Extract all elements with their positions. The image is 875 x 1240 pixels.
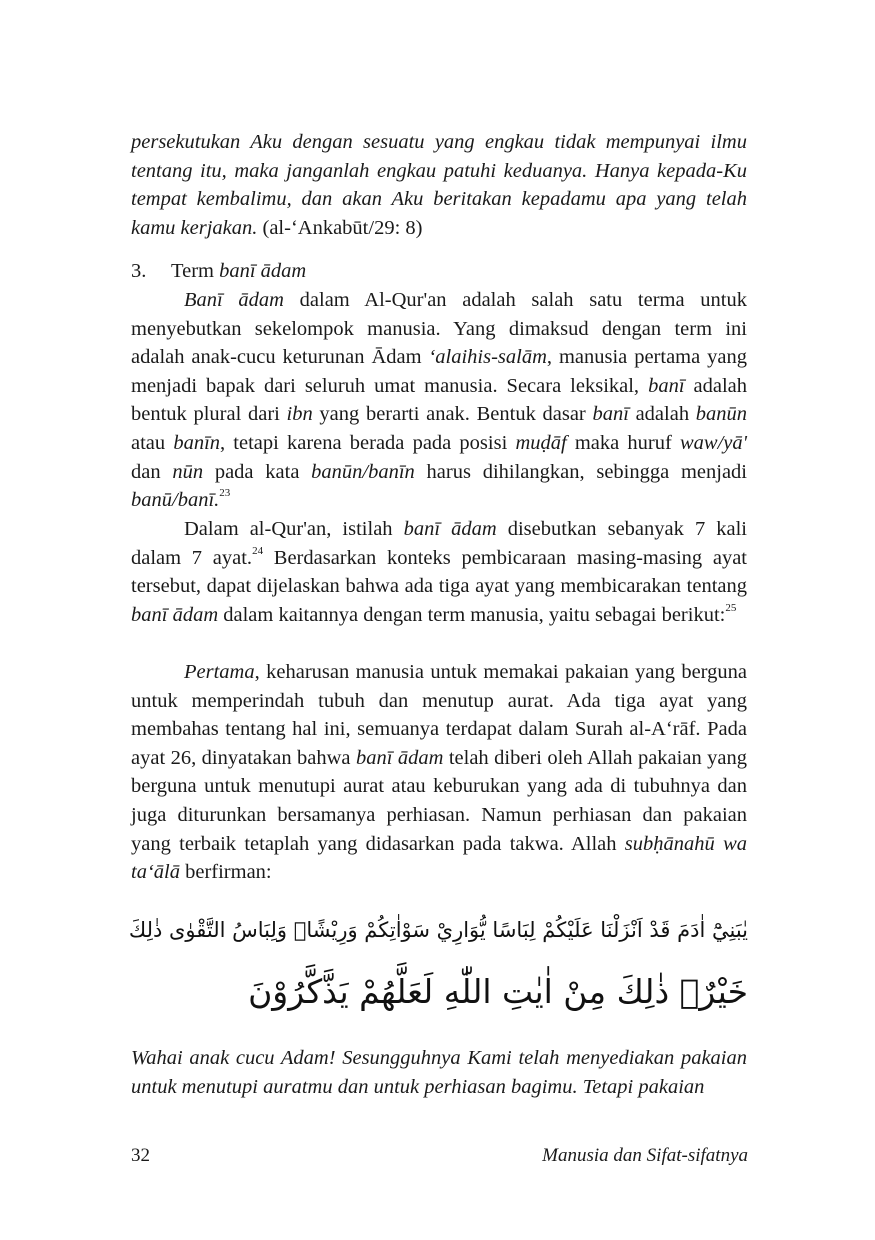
text-span: , tetapi karena berada pada posisi [220,431,516,454]
term-bani: banī [648,374,685,397]
term-nun: nūn [172,460,204,483]
text-span: dalam kaitannya dengan term manusia, yaitu sebagai berikut: [218,603,726,626]
term-bani: banī [592,403,629,426]
footnote-marker[interactable]: 24 [252,544,264,557]
term-alaihis-salam: ‘alaihis-salām [428,346,547,369]
quote-reference: (al-‘Ankabūt/29: 8) [262,216,423,239]
text-span: pada kata [203,460,312,483]
term-pertama: Pertama [184,661,255,683]
paragraph-1 [131,286,747,515]
text-span: dalam Al-Qur'an adalah salah satu terma untuk menyebutkan sekelompok manusia. Yang dimaksud dengan term ini adalah anak-cucu keturunan Ādam [131,289,747,369]
text-span: adalah bentuk plural dari [131,374,747,426]
text-span: atau [131,431,174,454]
term-ibn: ibn [286,403,313,426]
text-span: Berdasarkan konteks pembicaraan masing-masing ayat tersebut, dapat dijelaskan bahwa ada tiga ayat yang membicarakan tentang [131,546,748,598]
section-number: 3. [131,260,147,282]
text-span: yang berarti anak. Bentuk dasar [312,403,593,426]
term-bani-adam: Banī ādam [184,289,284,311]
term-bani-adam: banī ādam [355,746,444,769]
paragraph-2 [131,515,747,629]
arabic-verse-line-1: يٰبَنِيْٓ اٰدَمَ قَدْ اَنْزَلْنَا عَلَيْكُمْ لِبَاسًا يُّوَارِيْ سَوْاٰتِكُمْ وَرِيْشًاۗ وَلِبَاسُ التَّقْوٰى ذٰلِكَ [128,918,748,942]
paragraph-3 [131,658,747,887]
term-bani-adam: banī ādam [403,518,497,540]
section-prefix: Term [171,260,214,282]
text-span: harus dihilangkan, sebingga menjadi [414,460,747,483]
term-mudaf: muḍāf [515,431,567,454]
term-waw-ya: waw/yā' [679,431,747,454]
text-span: dan [131,460,173,483]
text-span: Dalam al-Qur'an, istilah [184,518,404,540]
text-span: berfirman: [179,861,272,884]
footnote-marker[interactable]: 25 [725,601,737,614]
text-span: , manusia pertama yang menjadi bapak dari seluruh umat manusia. Secara leksikal, [131,346,747,397]
term-banun-banin: banūn/banīn [311,460,415,483]
term-subhanahu: subḥānahū wa ta‘ālā [131,832,747,884]
term-banin: banīn [173,431,221,454]
term-banu-bani: banū/banī. [131,489,220,512]
text-span: , keharusan manusia untuk memakai pakaian yang berguna untuk memperindah tubuh dan menutup aurat. Ada tiga ayat yang membahas tentang hal ini, semuanya terdapat dalam Surah al-A‘rāf. Pada ayat 26, dinyatakan bahwa [131,661,747,769]
text-span: disebutkan sebanyak 7 kali dalam 7 ayat. [131,518,747,569]
verse-translation: Wahai anak cucu Adam! Sesungguhnya Kami telah menyediakan pakaian untuk menutupi auratmu dan untuk perhiasan bagimu. Tetapi pakaian [131,1047,747,1098]
term-bani-adam: banī ādam [131,603,219,626]
section-term: banī ādam [219,260,307,282]
footnote-marker[interactable]: 23 [219,487,231,500]
text-span: adalah [628,403,696,426]
quote-text: persekutukan Aku dengan sesuatu yang engkau tidak mempunyai ilmu tentang itu, maka janganlah engkau patuhi keduanya. Hanya kepada-Ku tempat kembalimu, dan akan Aku beritakan kepadamu apa yang telah kamu kerjakan. [131,131,747,239]
arabic-verse-line-2: خَيْرٌۗ ذٰلِكَ مِنْ اٰيٰتِ اللّٰهِ لَعَلَّهُمْ يَذَّكَّرُوْنَ [248,972,748,1011]
text-span: maka huruf [566,431,680,454]
running-footer-title: Manusia dan Sifat-sifatnya [542,1145,748,1166]
term-banun: banūn [695,403,748,426]
text-span: telah diberi oleh Allah pakaian yang berguna untuk menutupi aurat atau keburukan yang ada di tubuhnya dan juga diturunkan bersamanya perhiasan. Namun perhiasan dan pakaian yang terbaik tetaplah yang didasarkan pada takwa. Allah [131,746,747,855]
top-quote [131,128,747,242]
section-heading [131,257,306,286]
page-number: 32 [131,1145,150,1166]
